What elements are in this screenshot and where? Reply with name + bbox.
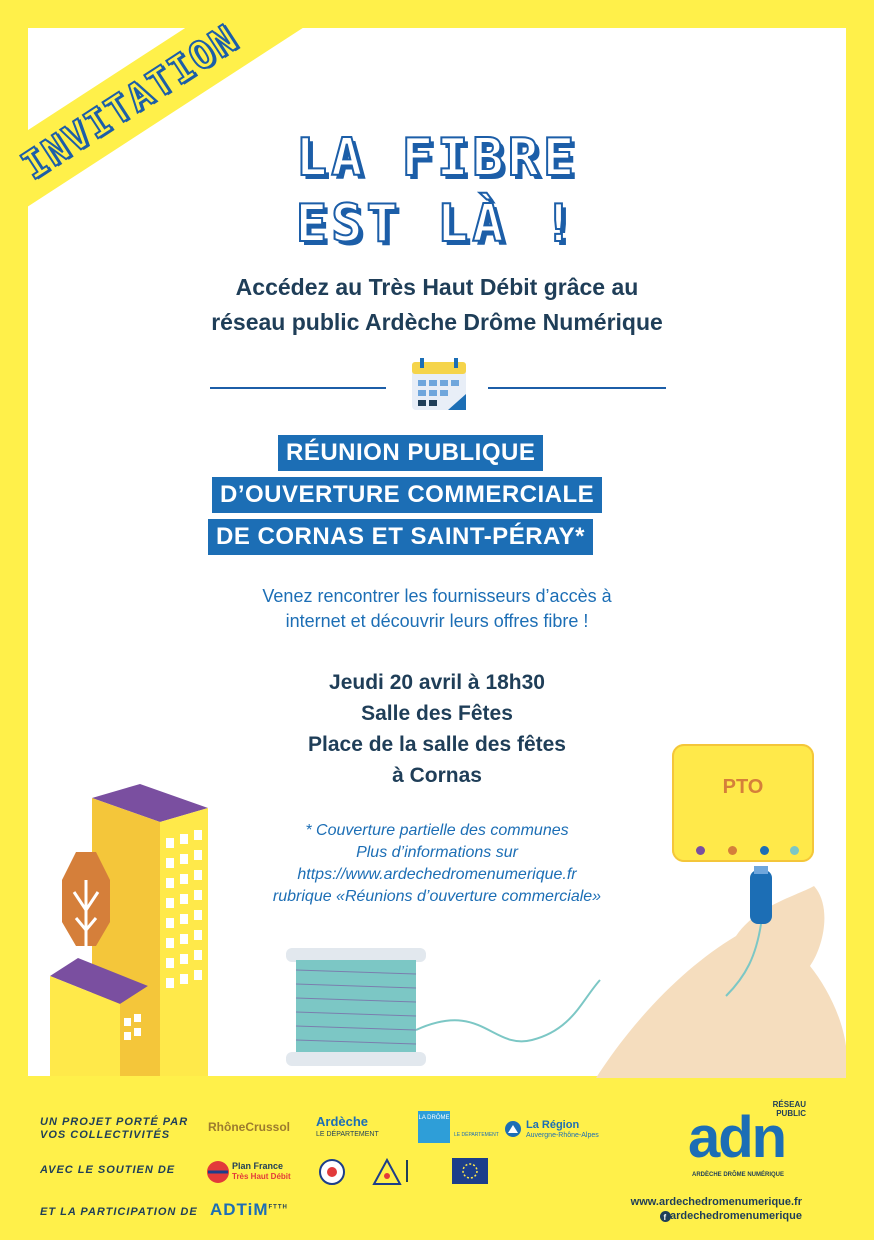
adn-logo: adn [688,1105,786,1170]
footer-label-row-1b: VOS COLLECTIVITÉS [40,1129,171,1141]
title-line-2: EST LÀ ! [295,194,579,254]
building-illustration [40,780,220,1080]
pto-box-illustration [672,744,814,862]
logo-rhone-crussol: RhôneCrussol [208,1120,291,1134]
logo-adtim-sup: FTTH [268,1204,288,1211]
note-line-2: Plus d’informations sur [356,844,518,861]
event-date: Jeudi 20 avril à 18h30 [329,671,545,694]
hand-illustration [596,866,846,1078]
adn-reseau-public: RÉSEAU PUBLIC [772,1100,806,1118]
logo-plan-france: Plan France [232,1161,284,1171]
logo-adtim-text: ADTiM [210,1200,269,1219]
note-line-1: * Couverture partielle des communes [305,822,569,839]
footer-label-row-1a: UN PROJET PORTÉ PAR [40,1116,189,1128]
logo-drome-sub: LE DÉPARTEMENT [454,1132,499,1138]
seal-icon [318,1158,346,1186]
note-line-4: rubrique «Réunions d’ouverture commerciale» [272,888,602,905]
adn-website-link[interactable]: www.ardechedromenumerique.fr [630,1196,802,1208]
divider-right [488,387,666,389]
logo-plan-france-sub: Très Haut Débit [232,1172,291,1181]
meeting-title-line-1: RÉUNION PUBLIQUE [278,435,543,471]
note-link[interactable]: https://www.ardechedromenumerique.fr [297,866,577,883]
divider-left [210,387,386,389]
invite-line-2: internet et découvrir leurs offres fibre ! [285,611,589,631]
logo-region: La Région [526,1119,580,1131]
event-venue: Salle des Fêtes [361,702,513,725]
logo-adtim [210,1200,288,1220]
subtitle-line-2: réseau public Ardèche Drôme Numérique [211,309,663,335]
calendar-icon [408,356,470,414]
invite-line-1: Venez rencontrer les fournisseurs d’accès à [262,586,612,606]
logo-ardeche: Ardèche [316,1114,369,1129]
adn-facebook-link[interactable]: ardechedromenumerique [669,1210,802,1222]
plan-france-icon [206,1160,230,1184]
logo-ardeche-sub: LE DÉPARTEMENT [316,1131,379,1138]
invitation-label: INVITATION [13,15,247,189]
logo-region-sub: Auvergne-Rhône-Alpes [526,1132,599,1139]
adn-caption: ARDÈCHE DRÔME NUMÉRIQUE [692,1172,785,1178]
event-address: Place de la salle des fêtes [308,733,566,756]
meeting-title-line-2: D’OUVERTURE COMMERCIALE [212,477,602,513]
state-logo-icon [372,1158,402,1186]
region-europe-logo [406,1160,448,1182]
subtitle-line-1: Accédez au Très Haut Débit grâce au [235,274,639,300]
eu-flag-icon [452,1158,488,1184]
region-icon [504,1120,522,1138]
event-town: à Cornas [392,764,482,787]
logo-drome: LA DRÔME [418,1111,450,1143]
footer-label-row-2: AVEC LE SOUTIEN DE [40,1164,176,1176]
pto-label: PTO [722,776,764,798]
cable-spool-illustration [282,940,602,1080]
svg-text:f: f [663,1213,667,1222]
title-line-1: LA FIBRE [295,128,579,188]
meeting-title-line-3: DE CORNAS ET SAINT-PÉRAY* [208,519,593,555]
footer-label-row-3: ET LA PARTICIPATION DE [40,1206,198,1218]
